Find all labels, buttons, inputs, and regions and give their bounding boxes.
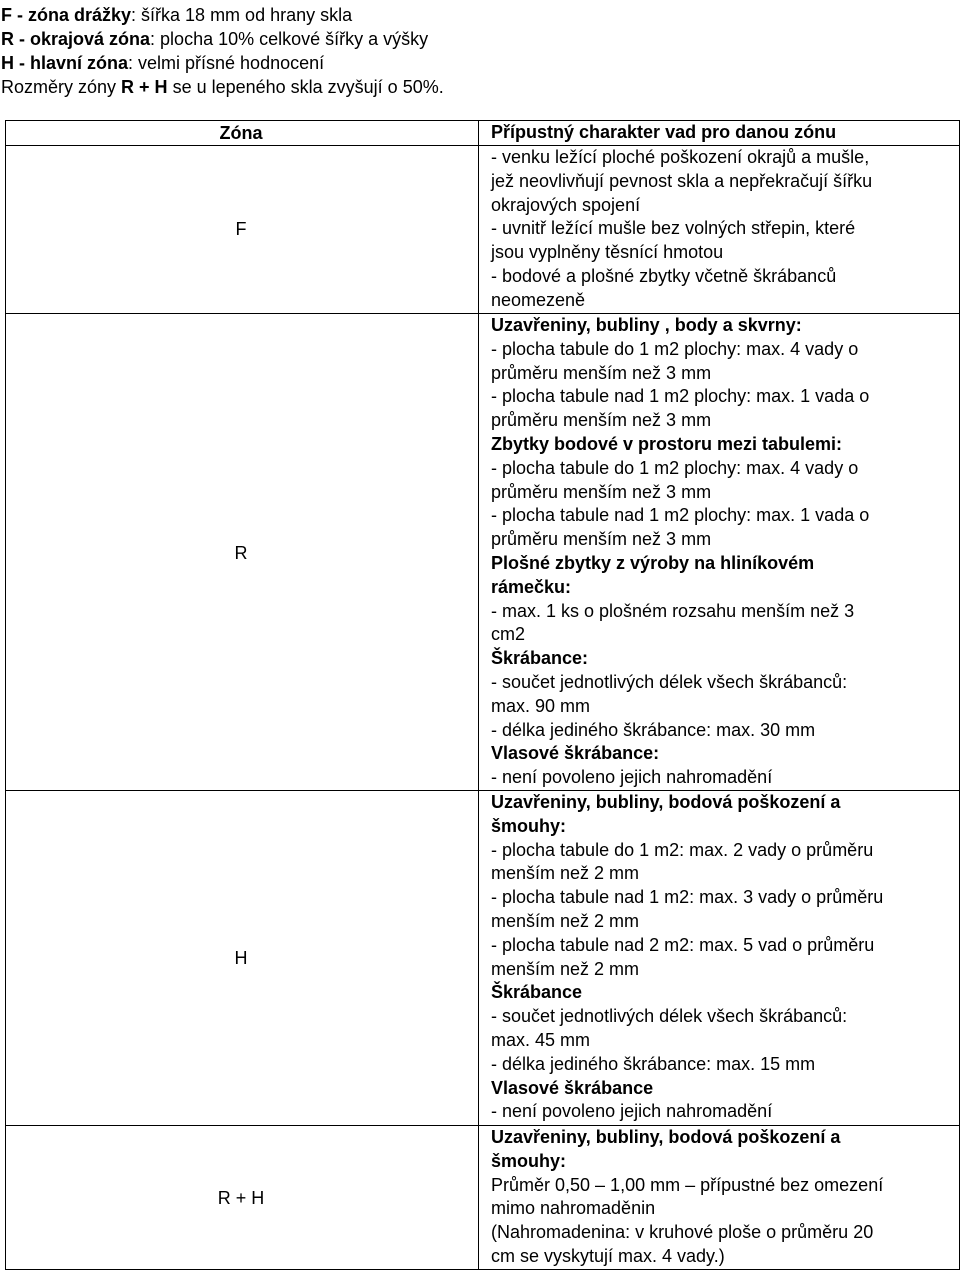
description-line: - délka jediného škrábance: max. 30 mm: [491, 719, 816, 740]
description-line: - součet jednotlivých délek všech škrábanců:: [491, 671, 848, 692]
description-line: mimo nahromaděnin: [491, 1198, 656, 1219]
section-heading: šmouhy:: [491, 1150, 567, 1171]
description-line: - max. 1 ks o plošném rozsahu menším než 3: [491, 600, 855, 621]
intro-text: Rozměry zóny: [1, 77, 122, 97]
description-line: - není povoleno jejich nahromadění: [491, 1101, 773, 1122]
description-line: cm2: [491, 624, 526, 645]
description-line: menším než 2 mm: [491, 863, 640, 884]
description-line: - plocha tabule do 1 m2 plochy: max. 4 vady o: [491, 338, 859, 359]
description-line: průměru menším než 3 mm: [491, 362, 712, 383]
description-line: - plocha tabule nad 1 m2 plochy: max. 1 vada o: [491, 386, 870, 407]
description-line: - bodové a plošné zbytky včetně škrábanců: [491, 265, 837, 286]
description-cell-rh: [491, 1126, 956, 1269]
section-heading: Škrábance: [491, 982, 583, 1003]
zone-label-h: H: [234, 948, 248, 968]
table-border: [5, 120, 6, 1270]
intro-text: : šířka 18 mm od hrany skla: [131, 5, 353, 25]
description-line: Průměr 0,50 – 1,00 mm – přípustné bez omezení: [491, 1174, 884, 1195]
description-line: max. 45 mm: [491, 1029, 591, 1050]
description-line: - plocha tabule do 1 m2 plochy: max. 4 vady o: [491, 457, 859, 478]
description-line: - délka jediného škrábance: max. 15 mm: [491, 1053, 816, 1074]
zone-label-r: R: [234, 543, 248, 563]
section-heading: Škrábance:: [491, 648, 589, 669]
description-line: okrajových spojení: [491, 194, 641, 215]
header-description: [491, 121, 956, 145]
description-line: - venku ležící ploché poškození okrajů a mušle,: [491, 147, 870, 167]
intro-line-f: [1, 3, 352, 27]
table-border: [5, 1269, 960, 1270]
section-heading: rámečku:: [491, 576, 572, 597]
description-line: neomezeně: [491, 289, 586, 310]
description-cell-r: [491, 314, 956, 790]
description-line: - součet jednotlivých délek všech škrábanců:: [491, 1006, 848, 1027]
description-line: průměru menším než 3 mm: [491, 410, 712, 431]
intro-text: : plocha 10% celkové šířky a výšky: [150, 29, 429, 49]
section-heading: Zbytky bodové v prostoru mezi tabulemi:: [491, 433, 843, 454]
description-line: menším než 2 mm: [491, 958, 640, 979]
description-cell-h: [491, 791, 956, 1124]
description-line: - plocha tabule nad 2 m2: max. 5 vad o průměru: [491, 934, 875, 955]
section-heading: Uzavřeniny, bubliny, bodová poškození a: [491, 1127, 841, 1147]
description-line: průměru menším než 3 mm: [491, 529, 712, 550]
table-border: [478, 120, 479, 1270]
description-line: - plocha tabule do 1 m2: max. 2 vady o průměru: [491, 839, 874, 860]
header-description-text: Přípustný charakter vad pro danou zónu: [491, 122, 837, 142]
section-heading: Vlasové škrábance:: [491, 743, 660, 764]
intro-term: H - hlavní zóna: [1, 53, 129, 73]
intro-term: F - zóna drážky: [1, 5, 132, 25]
header-zone: Zóna: [219, 123, 263, 143]
description-line: jež neovlivňují pevnost skla a nepřekračují šířku: [491, 170, 873, 191]
intro-text: se u lepeného skla zvyšují o 50%.: [167, 77, 444, 97]
description-line: jsou vyplněny těsnící hmotou: [491, 242, 724, 263]
description-line: (Nahromadenina: v kruhové ploše o průměru 20: [491, 1222, 874, 1243]
section-heading: Uzavřeniny, bubliny, bodová poškození a: [491, 792, 841, 812]
intro-term: R + H: [121, 77, 168, 97]
intro-term: R - okrajová zóna: [1, 29, 151, 49]
description-line: cm se vyskytují max. 4 vady.): [491, 1245, 725, 1266]
zone-label-rh: R + H: [217, 1188, 265, 1208]
zone-label-f: F: [235, 219, 247, 239]
intro-text: : velmi přísné hodnocení: [128, 53, 325, 73]
description-line: průměru menším než 3 mm: [491, 481, 712, 502]
intro-line-rh: [1, 75, 444, 99]
section-heading: Plošné zbytky z výroby na hliníkovém: [491, 552, 815, 573]
intro-line-r: [1, 27, 428, 51]
intro-line-h: [1, 51, 324, 75]
section-heading: Uzavřeniny, bubliny , body a skvrny:: [491, 315, 802, 335]
description-line: - uvnitř ležící mušle bez volných střepin, které: [491, 218, 856, 239]
description-line: - plocha tabule nad 1 m2: max. 3 vady o průměru: [491, 887, 884, 908]
section-heading: Vlasové škrábance: [491, 1077, 654, 1098]
description-cell-f: [491, 146, 956, 313]
description-line: - není povoleno jejich nahromadění: [491, 767, 773, 788]
description-line: menším než 2 mm: [491, 910, 640, 931]
description-line: - plocha tabule nad 1 m2 plochy: max. 1 vada o: [491, 505, 870, 526]
description-line: max. 90 mm: [491, 695, 591, 716]
section-heading: šmouhy:: [491, 815, 567, 836]
